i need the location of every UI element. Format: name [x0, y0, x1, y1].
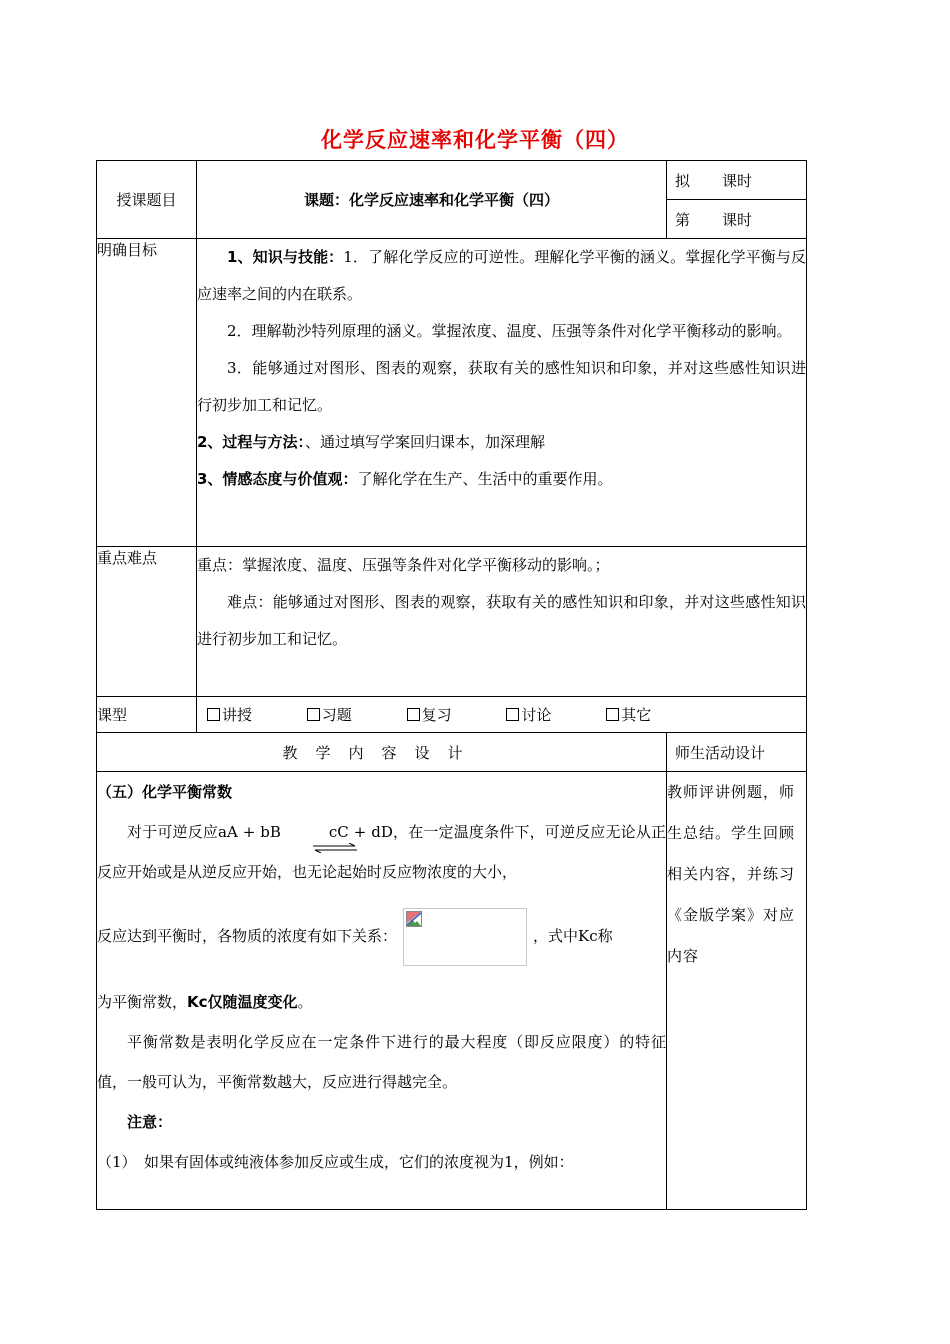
section-title: （五）化学平衡常数 [97, 783, 233, 801]
option-other[interactable]: 其它 [606, 704, 651, 725]
broken-image-icon [406, 911, 422, 927]
objectives-label: 明确目标 [97, 239, 197, 547]
lesson-plan-table [96, 160, 807, 1210]
option-exercise[interactable]: 习题 [307, 704, 352, 725]
hours-planned: 拟 课时 [667, 161, 807, 200]
key-points-label: 重点难点 [97, 547, 197, 697]
lesson-type-label: 课型 [97, 697, 197, 733]
objectives-content: 1、知识与技能：1．了解化学反应的可逆性。理解化学平衡的涵义。掌握化学平衡与反应速率之间的内在联系。 2．理解勒沙特列原理的涵义。掌握浓度、温度、压强等条件对化学平衡移动的影响。 3．能够通过对图形、图表的观察，获取有关的感性知识和印象，并对这些感性知识进行初步加工和记忆。 2、过程与方法：、通过填写学案回归课本，加深理解 3、情感态度与价值观：了解化学在生产、生活中的重要作用。 [197, 239, 807, 547]
option-discussion[interactable]: 讨论 [506, 704, 551, 725]
equilibrium-formula-image [403, 908, 527, 966]
document-title: 化学反应速率和化学平衡（四） [321, 128, 629, 152]
checkbox-icon [506, 708, 519, 721]
activity-content: 教师评讲例题，师生总结。学生回顾相关内容，并练习《金版学案》对应内容 [667, 772, 807, 1210]
reversible-arrow-icon [281, 828, 329, 838]
subject-label: 授课题目 [97, 161, 197, 239]
design-heading: 教学内容设计 [97, 733, 667, 772]
hours-index: 第 课时 [667, 200, 807, 239]
key-points-content [197, 547, 807, 697]
option-lecture[interactable]: 讲授 [207, 704, 252, 725]
difficulty-point: 难点：能够通过对图形、图表的观察，获取有关的感性知识和印象，并对这些感性知识进行初步加工和记忆。 [197, 593, 806, 648]
checkbox-icon [307, 708, 320, 721]
teaching-content: （五）化学平衡常数 对于可逆反应aA + bB cC + dD，在一定温度条件下，可逆反应无论从正反应开始或是从逆反应开始，也无论起始时反应物浓度的大小， 反应达到平衡时，各物质的浓度有如下关系： ，式中Kc称 为平衡常数，Kc仅随温度变化。 平衡常数是表明化学反应在一定条件下进行的最大程度（即反应限度）的特征值，一般可认为，平衡常数越大，反应进行得越完全。 注意： （1） 如果有固体或纯液体参加反应或生成，它们的浓度视为1，例如： [97, 772, 667, 1210]
activity-heading: 师生活动设计 [667, 733, 807, 772]
option-review[interactable]: 复习 [407, 704, 452, 725]
checkbox-icon [207, 708, 220, 721]
key-point: 重点：掌握浓度、温度、压强等条件对化学平衡移动的影响。； [197, 556, 610, 574]
checkbox-icon [407, 708, 420, 721]
checkbox-icon [606, 708, 619, 721]
lesson-type-options [197, 697, 807, 733]
subject-title: 课题：化学反应速率和化学平衡（四） [197, 161, 667, 239]
